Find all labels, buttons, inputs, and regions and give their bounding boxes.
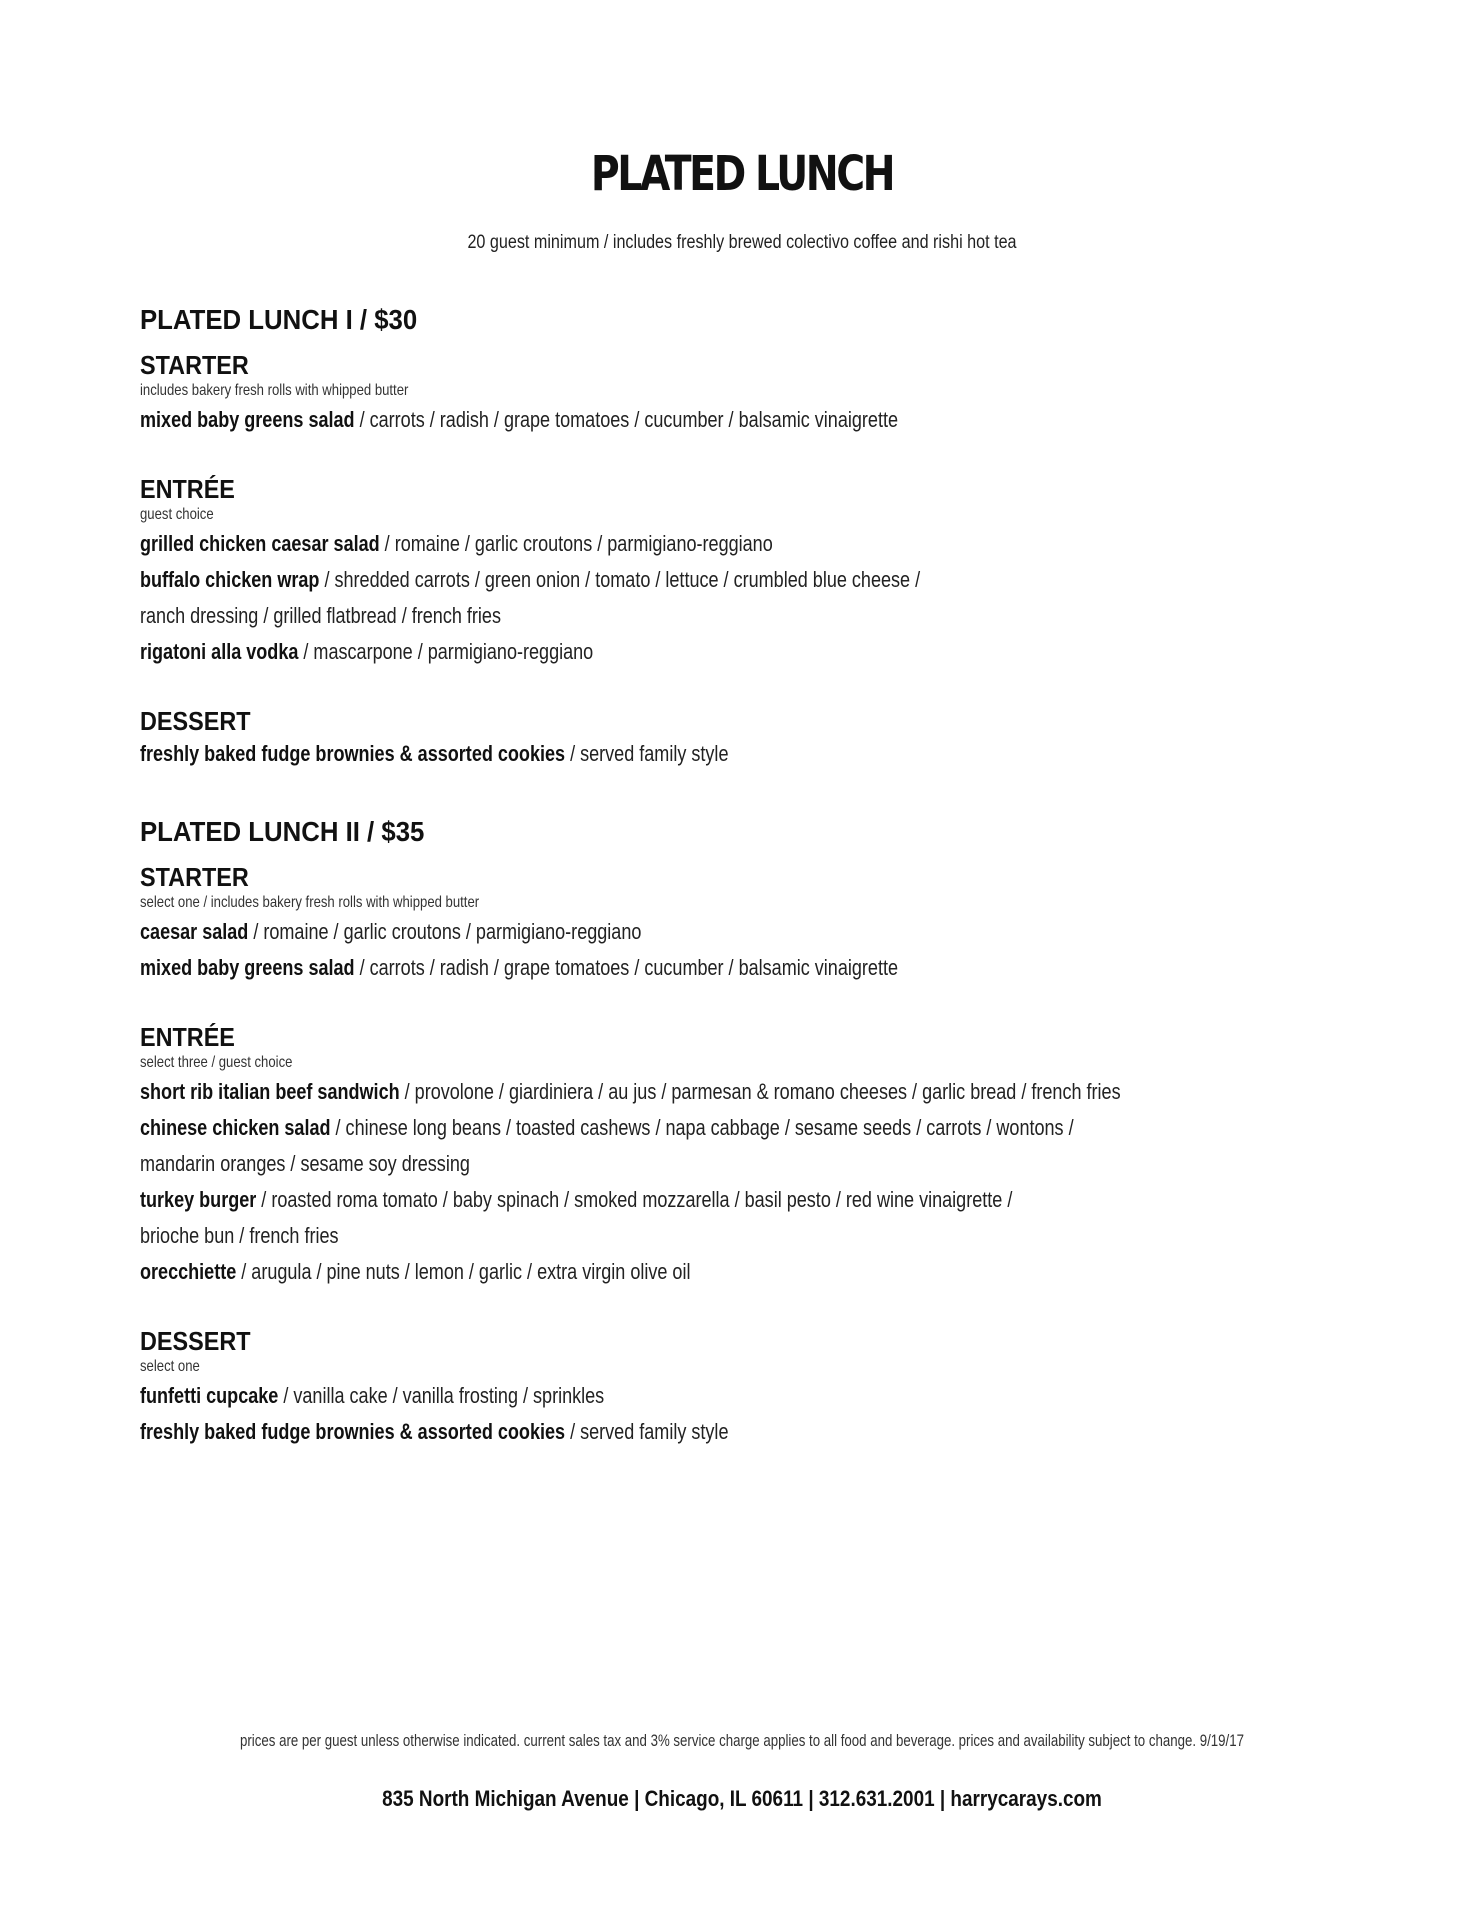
package-title: PLATED LUNCH I / $30 [140, 304, 418, 335]
menu-item-name: orecchiette [140, 1259, 237, 1284]
menu-package [140, 812, 1360, 1450]
menu-item-name: buffalo chicken wrap [140, 567, 320, 592]
menu-item-name: mixed baby greens salad [140, 407, 355, 432]
menu-item-description: / served family style [565, 741, 729, 766]
menu-item [140, 1378, 1288, 1414]
menu-item [140, 1182, 1288, 1218]
menu-item [140, 736, 1288, 772]
section-note: select one [140, 1358, 200, 1375]
menu-item [140, 950, 1288, 986]
menu-item-description-continued: mandarin oranges / sesame soy dressing [140, 1151, 470, 1176]
section-note: includes bakery fresh rolls with whipped butter [140, 382, 409, 399]
menu-section [140, 706, 1360, 772]
menu-item-description: / served family style [565, 1419, 729, 1444]
section-note: select three / guest choice [140, 1054, 293, 1071]
menu-section [140, 1022, 1360, 1290]
menu-item-description: / arugula / pine nuts / lemon / garlic / extra virgin olive oil [236, 1259, 691, 1284]
menu-item [140, 914, 1288, 950]
page-subtitle: 20 guest minimum / includes freshly brewed colectivo coffee and rishi hot tea [467, 232, 1017, 253]
page-title: PLATED LUNCH [590, 146, 894, 202]
section-note: select one / includes bakery fresh rolls with whipped butter [140, 894, 480, 911]
menu-section [140, 350, 1360, 438]
menu-item [140, 1414, 1288, 1450]
footer-address: 835 North Michigan Avenue | Chicago, IL 60611 | 312.631.2001 | harrycarays.com [382, 1786, 1102, 1811]
menu-item-name: freshly baked fudge brownies & assorted cookies [140, 741, 566, 766]
menu-item-description: / carrots / radish / grape tomatoes / cucumber / balsamic vinaigrette [354, 955, 899, 980]
menu-item-name: chinese chicken salad [140, 1115, 331, 1140]
section-title: ENTRÉE [140, 1022, 235, 1052]
section-note: guest choice [140, 506, 214, 523]
menu-item [140, 1074, 1288, 1110]
menu-item-description-continued: ranch dressing / grilled flatbread / french fries [140, 603, 501, 628]
menu-item-name: mixed baby greens salad [140, 955, 355, 980]
menu-content [140, 300, 1360, 1490]
section-title: DESSERT [140, 706, 251, 736]
menu-item-name: rigatoni alla vodka [140, 639, 299, 664]
menu-item-description: / romaine / garlic croutons / parmigiano-reggiano [379, 531, 773, 556]
section-title: DESSERT [140, 1326, 251, 1356]
section-title: STARTER [140, 862, 249, 892]
footer-note: prices are per guest unless otherwise indicated. current sales tax and 3% service charge applies to all food and beverage. prices and availability subject to change. 9/19/17 [240, 1731, 1244, 1750]
menu-item-description-continued: brioche bun / french fries [140, 1223, 339, 1248]
menu-item-name: caesar salad [140, 919, 249, 944]
menu-item-description: / shredded carrots / green onion / tomato / lettuce / crumbled blue cheese / [319, 567, 921, 592]
menu-item [140, 526, 1288, 562]
menu-item [140, 1254, 1288, 1290]
package-title: PLATED LUNCH II / $35 [140, 816, 425, 847]
menu-item [140, 634, 1288, 670]
menu-item-name: freshly baked fudge brownies & assorted cookies [140, 1419, 566, 1444]
section-title: ENTRÉE [140, 474, 235, 504]
menu-item-name: grilled chicken caesar salad [140, 531, 380, 556]
menu-item-name: funfetti cupcake [140, 1383, 279, 1408]
section-title: STARTER [140, 350, 249, 380]
menu-item [140, 402, 1288, 438]
menu-package [140, 300, 1360, 772]
menu-item-name: turkey burger [140, 1187, 257, 1212]
menu-item-description: / mascarpone / parmigiano-reggiano [298, 639, 594, 664]
menu-item-description: / chinese long beans / toasted cashews / napa cabbage / sesame seeds / carrots / wontons / [330, 1115, 1074, 1140]
menu-item-description: / roasted roma tomato / baby spinach / smoked mozzarella / basil pesto / red wine vinaigrette / [256, 1187, 1013, 1212]
menu-item [140, 1110, 1288, 1146]
menu-item-description: / provolone / giardiniera / au jus / parmesan & romano cheeses / garlic bread / french fries [399, 1079, 1121, 1104]
menu-item-description: / vanilla cake / vanilla frosting / sprinkles [278, 1383, 605, 1408]
menu-section [140, 862, 1360, 986]
menu-section [140, 1326, 1360, 1450]
menu-item [140, 562, 1288, 598]
menu-section [140, 474, 1360, 670]
menu-item-name: short rib italian beef sandwich [140, 1079, 400, 1104]
menu-item-description: / carrots / radish / grape tomatoes / cucumber / balsamic vinaigrette [354, 407, 899, 432]
menu-item-description: / romaine / garlic croutons / parmigiano-reggiano [248, 919, 642, 944]
